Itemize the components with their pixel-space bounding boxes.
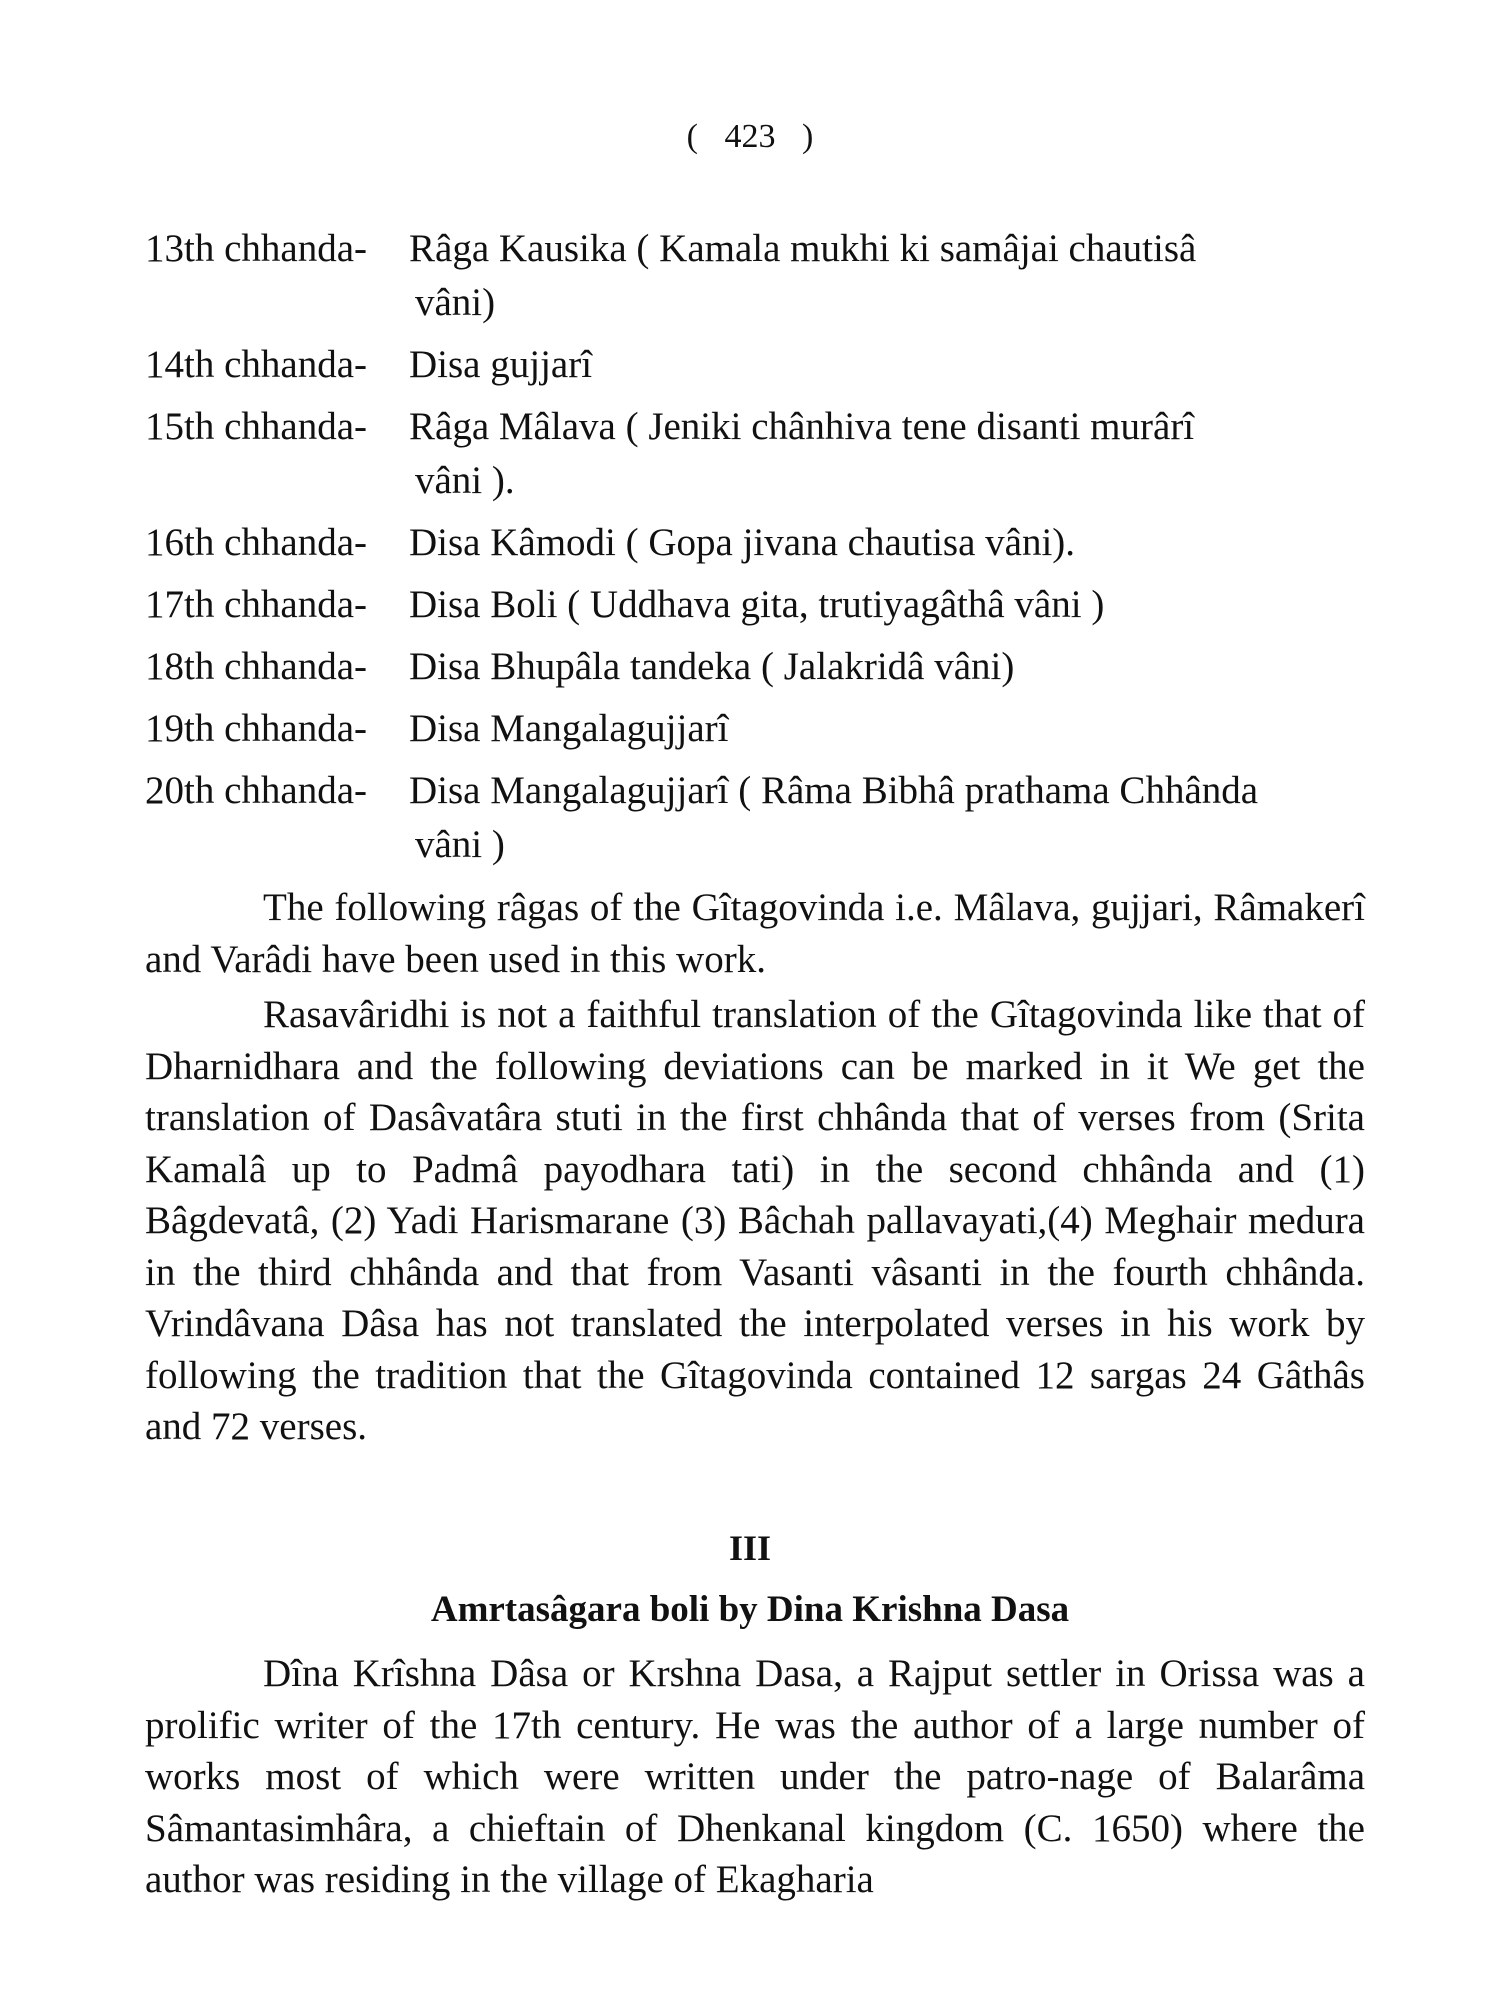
chhanda-raga-text: Râga Mâlava ( Jeniki chânhiva tene disanti murârî xyxy=(409,405,1195,448)
chhanda-row-19 xyxy=(145,702,1375,756)
chhanda-label: 20th chhanda- xyxy=(145,769,368,812)
chhanda-row-13 xyxy=(145,222,1375,330)
chhanda-raga-text: Disa gujjarî xyxy=(409,343,593,386)
chhanda-raga-continuation: vâni ). xyxy=(415,459,515,502)
chhanda-raga xyxy=(403,702,1375,756)
paragraph-dina-krishna: Dîna Krîshna Dâsa or Krshna Dasa, a Rajput settler in Orissa was a prolific writer of the 17th century. He was the author of a large number of works most of which were written under the patro-nage of Balarâma Sâmantasimhâra, a chieftain of Dhenkanal kingdom (C. 1650) where the author was residing in the village of Ekagharia xyxy=(145,1652,1365,1901)
chhanda-raga-text: Disa Bhupâla tandeka ( Jalakridâ vâni) xyxy=(409,645,1015,688)
section-title: Amrtasâgara boli by Dina Krishna Dasa xyxy=(430,1589,1070,1630)
chhanda-row-14 xyxy=(145,338,1375,392)
body-text-lower xyxy=(145,1648,1365,1910)
paragraph-rasavaridhi: Rasavâridhi is not a faithful translation of the Gîtagovinda like that of Dharnidhara and the following deviations can be marked in it We get the translation of Dasâvatâra stuti in the first chhânda that of verses from (Srita Kamalâ up to Padmâ payodhara tati) in the second chhânda and (1) Bâgdevatâ, (2) Yadi Harismarane (3) Bâchah pallavayati,(4) Meghair medura in the third chhânda and that from Vasanti vâsanti in the fourth chhânda. Vrindâvana Dâsa has not translated the interpolated verses in his work by following the tradition that the Gîtagovinda contained 12 sargas 24 Gâthâs and 72 verses. xyxy=(145,993,1365,1448)
chhanda-raga-continuation: vâni) xyxy=(415,281,496,324)
paragraph-ragas: The following râgas of the Gîtagovinda i.e. Mâlava, gujjari, Râmakerî and Varâdi have been used in this work. xyxy=(145,886,1365,981)
chhanda-raga xyxy=(403,764,1375,872)
chhanda-raga-text: Disa Mangalagujjarî ( Râma Bibhâ prathama Chhânda xyxy=(409,769,1259,812)
chhanda-row-18 xyxy=(145,640,1375,694)
chhanda-label: 16th chhanda- xyxy=(145,521,368,564)
chhanda-raga xyxy=(403,222,1375,330)
chhanda-list xyxy=(145,222,1375,880)
chhanda-raga-text: Râga Kausika ( Kamala mukhi ki samâjai chautisâ xyxy=(409,227,1197,270)
chhanda-label: 15th chhanda- xyxy=(145,405,368,448)
chhanda-raga xyxy=(403,640,1375,694)
chhanda-label: 19th chhanda- xyxy=(145,707,368,750)
chhanda-raga-text: Disa Kâmodi ( Gopa jivana chautisa vâni). xyxy=(409,521,1076,564)
chhanda-raga xyxy=(403,400,1375,508)
chhanda-row-16 xyxy=(145,516,1375,570)
section-number: III xyxy=(728,1528,772,1568)
chhanda-raga xyxy=(403,578,1375,632)
chhanda-raga xyxy=(403,338,1375,392)
chhanda-row-17 xyxy=(145,578,1375,632)
chhanda-label: 13th chhanda- xyxy=(145,227,368,270)
chhanda-label: 18th chhanda- xyxy=(145,645,368,688)
chhanda-label: 17th chhanda- xyxy=(145,583,368,626)
chhanda-raga xyxy=(403,516,1375,570)
body-text-upper xyxy=(145,882,1365,1457)
chhanda-raga-text: Disa Mangalagujjarî xyxy=(409,707,729,750)
chhanda-label: 14th chhanda- xyxy=(145,343,368,386)
page-number: ( 423 ) xyxy=(686,118,814,155)
chhanda-raga-continuation: vâni ) xyxy=(415,823,505,866)
chhanda-row-15 xyxy=(145,400,1375,508)
chhanda-row-20 xyxy=(145,764,1375,872)
chhanda-raga-text: Disa Boli ( Uddhava gita, trutiyagâthâ vâni ) xyxy=(409,583,1105,626)
